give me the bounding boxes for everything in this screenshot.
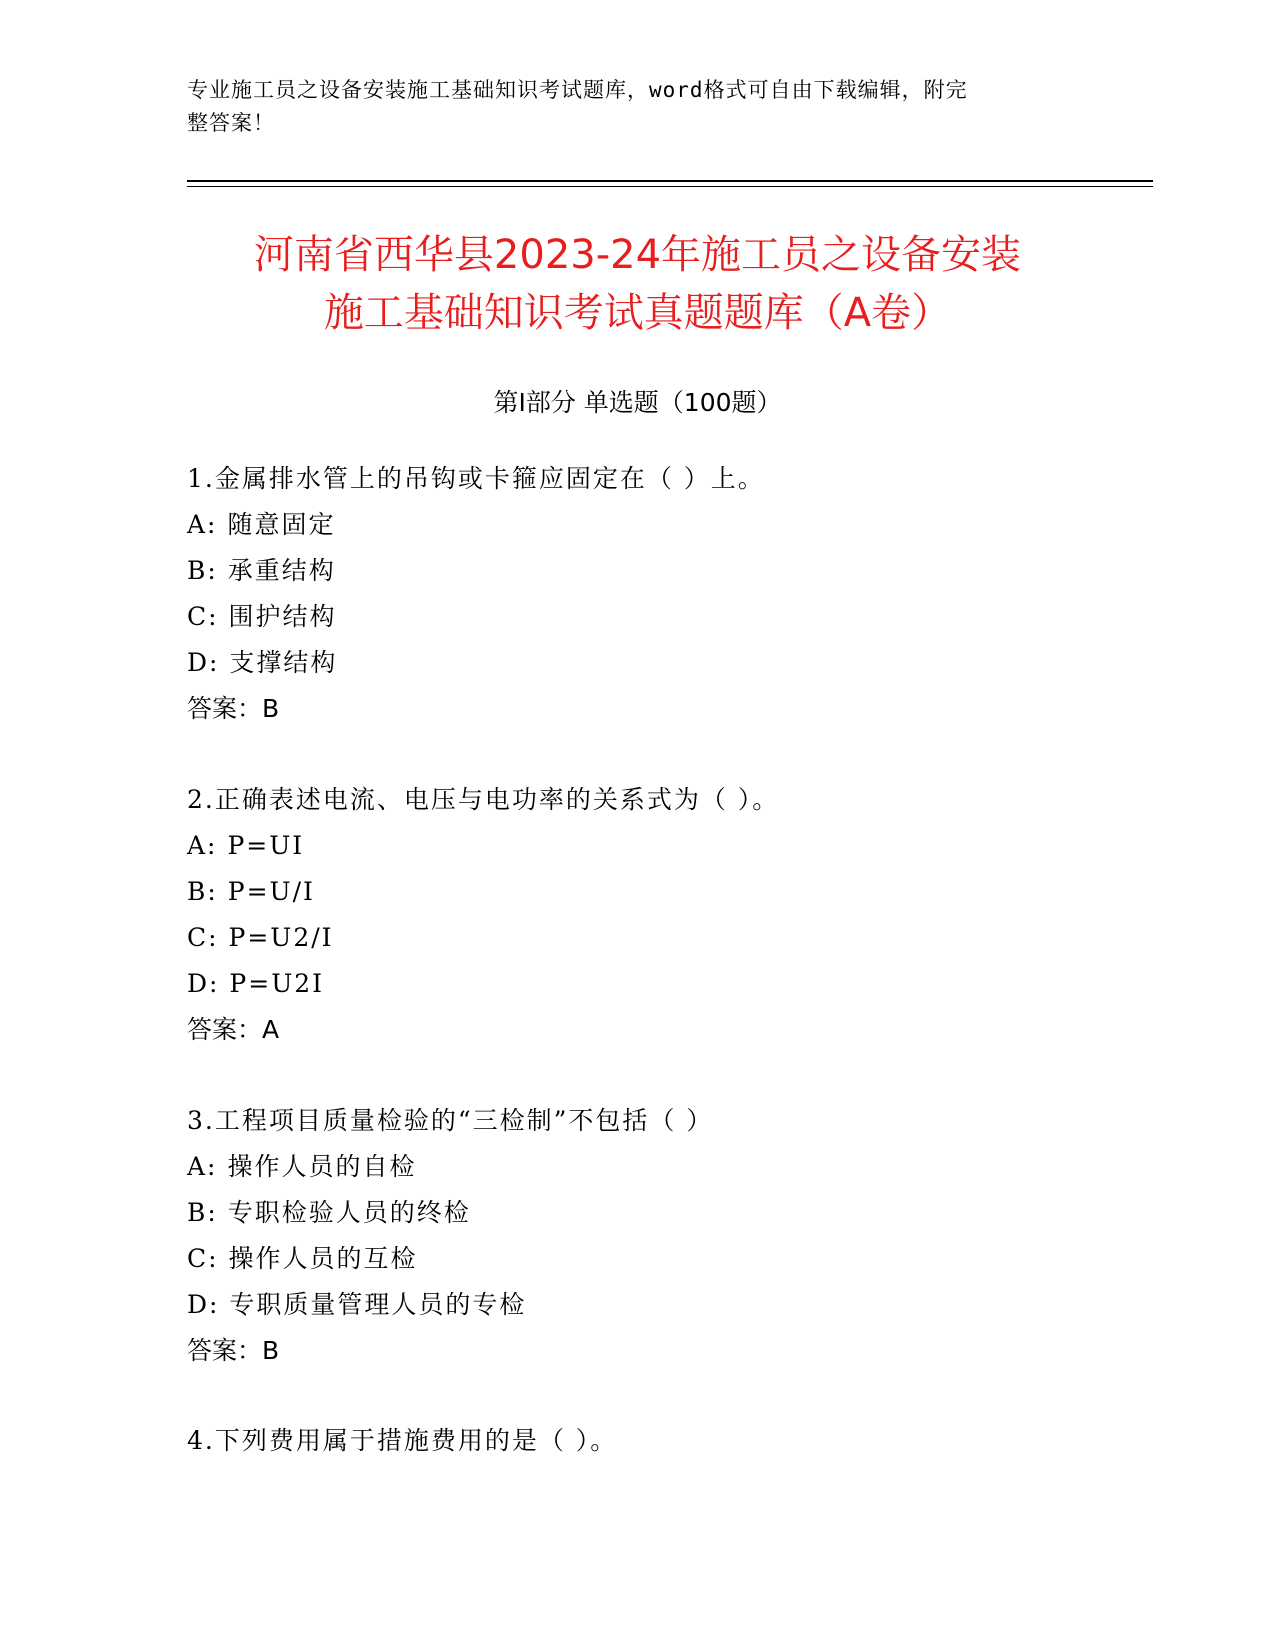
answer: 答案：B bbox=[187, 1336, 280, 1365]
section-heading: 第Ⅰ部分 单选题（100题） bbox=[493, 388, 782, 417]
option-c bbox=[187, 915, 1147, 961]
document-title-line-2: 施工基础知识考试真题题库（A卷） bbox=[323, 290, 952, 336]
option-b bbox=[187, 1190, 1147, 1236]
option-text: 支撑结构 bbox=[229, 648, 338, 677]
header-divider-thick bbox=[187, 180, 1153, 182]
option-text: 操作人员的互检 bbox=[228, 1244, 418, 1273]
question-stem: 3.工程项目质量检验的“三检制”不包括（ ） bbox=[187, 1106, 714, 1135]
option-text: 围护结构 bbox=[228, 602, 337, 631]
option-a bbox=[187, 502, 1147, 548]
header-note bbox=[187, 74, 1087, 140]
option-letter: D: bbox=[187, 648, 220, 677]
question-stem: 2.正确表述电流、电压与电功率的关系式为（ ）。 bbox=[187, 785, 780, 814]
question-stem: 4.下列费用属于措施费用的是（ ）。 bbox=[187, 1426, 618, 1455]
option-letter: D: bbox=[187, 1290, 220, 1319]
option-a bbox=[187, 823, 1147, 869]
option-letter: C: bbox=[187, 1244, 219, 1273]
option-text: 承重结构 bbox=[227, 556, 336, 585]
option-text: 专职检验人员的终检 bbox=[227, 1198, 471, 1227]
option-letter: C: bbox=[187, 602, 219, 631]
option-b bbox=[187, 869, 1147, 915]
option-letter: C: bbox=[187, 923, 219, 952]
header-note-line-1: 专业施工员之设备安装施工基础知识考试题库，word格式可自由下载编辑，附完 bbox=[187, 78, 968, 102]
option-text: P=U/I bbox=[227, 877, 315, 906]
question-stem: 1.金属排水管上的吊钩或卡箍应固定在（ ）上。 bbox=[187, 464, 765, 493]
option-b bbox=[187, 548, 1147, 594]
option-letter: A: bbox=[187, 831, 218, 860]
option-text: 随意固定 bbox=[227, 510, 336, 539]
option-a bbox=[187, 1144, 1147, 1190]
document-title-line-1: 河南省西华县2023-24年施工员之设备安装 bbox=[253, 232, 1022, 278]
header-note-line-2: 整答案！ bbox=[187, 111, 275, 135]
option-letter: B: bbox=[187, 1198, 218, 1227]
question-4 bbox=[187, 1418, 1147, 1464]
option-letter: A: bbox=[187, 1152, 218, 1181]
option-letter: A: bbox=[187, 510, 218, 539]
option-text: P=U2I bbox=[229, 969, 325, 998]
option-c bbox=[187, 594, 1147, 640]
document-title bbox=[150, 226, 1125, 342]
option-text: P=U2/I bbox=[228, 923, 334, 952]
option-d bbox=[187, 961, 1147, 1007]
answer: 答案：B bbox=[187, 694, 280, 723]
question-2 bbox=[187, 777, 1147, 1053]
answer: 答案：A bbox=[187, 1015, 280, 1044]
option-d bbox=[187, 1282, 1147, 1328]
option-letter: B: bbox=[187, 556, 218, 585]
question-1 bbox=[187, 456, 1147, 732]
option-text: P=UI bbox=[227, 831, 305, 860]
header-divider-thin bbox=[187, 186, 1153, 187]
option-letter: D: bbox=[187, 969, 220, 998]
option-letter: B: bbox=[187, 877, 218, 906]
question-3 bbox=[187, 1098, 1147, 1374]
option-d bbox=[187, 640, 1147, 686]
option-text: 专职质量管理人员的专检 bbox=[229, 1290, 527, 1319]
option-text: 操作人员的自检 bbox=[227, 1152, 417, 1181]
option-c bbox=[187, 1236, 1147, 1282]
